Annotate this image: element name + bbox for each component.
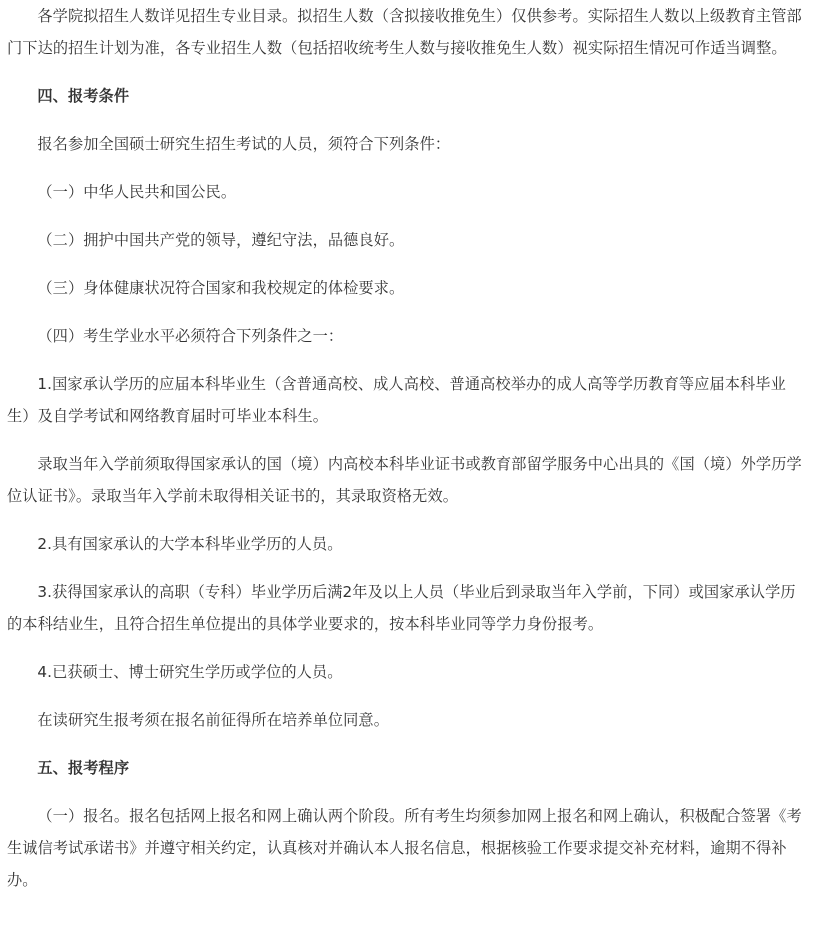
condition-4-item-3: 3.获得国家承认的高职（专科）毕业学历后满2年及以上人员（毕业后到录取当年入学前，下同）或国家承认学历的本科结业生，且符合招生单位提出的具体学业要求的，按本科毕业同等学力身份报考。 bbox=[7, 583, 796, 633]
condition-4-item-2: 2.具有国家承认的大学本科毕业学历的人员。 bbox=[37, 535, 343, 553]
section-heading-requirements: 四、报考条件 bbox=[37, 87, 130, 105]
section-heading-procedure: 五、报考程序 bbox=[37, 759, 130, 777]
procedure-registration: （一）报名。报名包括网上报名和网上确认两个阶段。所有考生均须参加网上报名和网上确认，积极配合签署《考生诚信考试承诺书》并遵守相关约定，认真核对并确认本人报名信息，根据核验工作要求提交补充材料，逾期不得补办。 bbox=[7, 807, 802, 889]
condition-3: （三）身体健康状况符合国家和我校规定的体检要求。 bbox=[37, 279, 405, 297]
condition-4-item-4: 4.已获硕士、博士研究生学历或学位的人员。 bbox=[37, 663, 343, 681]
paragraph-requirements-intro: 报名参加全国硕士研究生招生考试的人员，须符合下列条件： bbox=[37, 135, 451, 153]
condition-4-item-1-note: 录取当年入学前须取得国家承认的国（境）内高校本科毕业证书或教育部留学服务中心出具的《国（境）外学历学位认证书》。录取当年入学前未取得相关证书的，其录取资格无效。 bbox=[7, 455, 802, 505]
condition-4-item-1: 1.国家承认学历的应届本科毕业生（含普通高校、成人高校、普通高校举办的成人高等学历教育等应届本科毕业生）及自学考试和网络教育届时可毕业本科生。 bbox=[7, 375, 786, 425]
condition-1: （一）中华人民共和国公民。 bbox=[37, 183, 237, 201]
current-student-note: 在读研究生报考须在报名前征得所在培养单位同意。 bbox=[37, 711, 390, 729]
paragraph-enrollment-numbers: 各学院拟招生人数详见招生专业目录。拟招生人数（含拟接收推免生）仅供参考。实际招生人数以上级教育主管部门下达的招生计划为准，各专业招生人数（包括招收统考生人数与接收推免生人数）视实际招生情况可作适当调整。 bbox=[7, 7, 802, 57]
condition-4: （四）考生学业水平必须符合下列条件之一： bbox=[37, 327, 344, 345]
condition-2: （二）拥护中国共产党的领导，遵纪守法，品德良好。 bbox=[37, 231, 405, 249]
